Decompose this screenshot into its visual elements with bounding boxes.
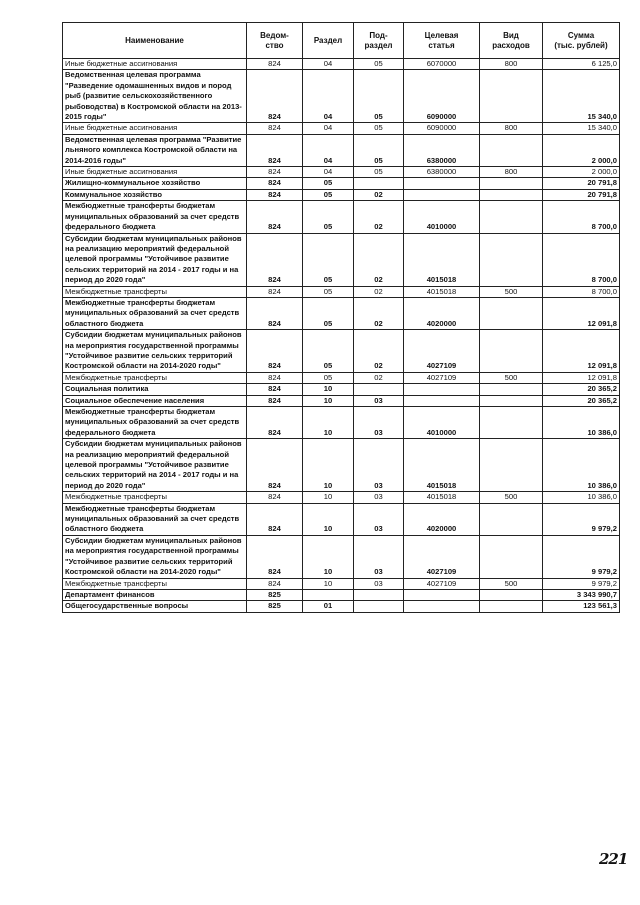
cell-name: Субсидии бюджетам муниципальных районов на мероприятия государственной программы "Устойчивое развитие сельских территорий Костромской области на 2014-2020 годы" [63, 330, 247, 373]
cell-section: 05 [303, 189, 354, 200]
cell-section: 10 [303, 407, 354, 439]
cell-dept: 824 [247, 201, 303, 233]
cell-dept: 824 [247, 189, 303, 200]
table-row [63, 492, 620, 503]
table-row [63, 395, 620, 406]
cell-type [480, 297, 543, 329]
cell-sum: 20 791,8 [543, 189, 620, 200]
table-row [63, 286, 620, 297]
cell-dept: 824 [247, 233, 303, 286]
cell-type [480, 589, 543, 600]
cell-dept: 824 [247, 492, 303, 503]
cell-subsection: 03 [354, 578, 404, 589]
cell-sum: 8 700,0 [543, 286, 620, 297]
cell-subsection: 03 [354, 439, 404, 492]
cell-name: Межбюджетные трансферты бюджетам муниципальных образований за счет средств областного бюджета [63, 297, 247, 329]
cell-subsection: 02 [354, 201, 404, 233]
cell-sum: 15 340,0 [543, 70, 620, 123]
cell-subsection: 03 [354, 535, 404, 578]
cell-target: 4020000 [404, 503, 480, 535]
cell-target [404, 589, 480, 600]
cell-subsection [354, 178, 404, 189]
cell-section: 10 [303, 535, 354, 578]
cell-name: Иные бюджетные ассигнования [63, 59, 247, 70]
cell-sum: 20 791,8 [543, 178, 620, 189]
cell-sum: 12 091,8 [543, 297, 620, 329]
cell-type [480, 407, 543, 439]
cell-target [404, 189, 480, 200]
cell-type [480, 395, 543, 406]
cell-dept: 825 [247, 589, 303, 600]
cell-target: 4015018 [404, 439, 480, 492]
cell-dept: 824 [247, 503, 303, 535]
cell-name: Департамент финансов [63, 589, 247, 600]
cell-type: 800 [480, 123, 543, 134]
cell-dept: 824 [247, 395, 303, 406]
cell-section: 04 [303, 70, 354, 123]
cell-dept: 824 [247, 407, 303, 439]
cell-sum: 9 979,2 [543, 503, 620, 535]
cell-subsection: 03 [354, 503, 404, 535]
cell-sum: 6 125,0 [543, 59, 620, 70]
table-row [63, 189, 620, 200]
cell-target: 4010000 [404, 201, 480, 233]
cell-section: 10 [303, 384, 354, 395]
cell-sum: 20 365,2 [543, 384, 620, 395]
table-row [63, 589, 620, 600]
table-row [63, 70, 620, 123]
cell-subsection: 05 [354, 59, 404, 70]
cell-sum: 12 091,8 [543, 372, 620, 383]
cell-type: 800 [480, 59, 543, 70]
table-row [63, 601, 620, 612]
cell-type [480, 601, 543, 612]
cell-sum: 15 340,0 [543, 123, 620, 134]
header-target: Целевая статья [404, 23, 480, 59]
cell-sum: 10 386,0 [543, 407, 620, 439]
header-name: Наименование [63, 23, 247, 59]
header-section: Раздел [303, 23, 354, 59]
cell-target: 4027109 [404, 372, 480, 383]
cell-target: 4015018 [404, 286, 480, 297]
cell-sum: 10 386,0 [543, 492, 620, 503]
cell-name: Социальная политика [63, 384, 247, 395]
cell-subsection: 02 [354, 330, 404, 373]
cell-target [404, 178, 480, 189]
cell-subsection: 02 [354, 233, 404, 286]
cell-dept: 825 [247, 601, 303, 612]
cell-section: 10 [303, 503, 354, 535]
cell-type: 500 [480, 372, 543, 383]
cell-dept: 824 [247, 372, 303, 383]
cell-sum: 8 700,0 [543, 233, 620, 286]
cell-type [480, 189, 543, 200]
cell-subsection: 03 [354, 407, 404, 439]
cell-type [480, 330, 543, 373]
cell-type [480, 201, 543, 233]
table-header-row [63, 23, 620, 59]
cell-target: 4020000 [404, 297, 480, 329]
cell-sum: 2 000,0 [543, 167, 620, 178]
header-sum: Сумма (тыс. рублей) [543, 23, 620, 59]
cell-sum: 9 979,2 [543, 535, 620, 578]
cell-subsection: 05 [354, 123, 404, 134]
header-dept: Ведом- ство [247, 23, 303, 59]
cell-target: 4015018 [404, 492, 480, 503]
cell-type [480, 134, 543, 166]
cell-subsection: 03 [354, 492, 404, 503]
cell-name: Межбюджетные трансферты [63, 372, 247, 383]
cell-dept: 824 [247, 330, 303, 373]
cell-dept: 824 [247, 134, 303, 166]
cell-subsection: 05 [354, 134, 404, 166]
table-row [63, 178, 620, 189]
cell-subsection: 05 [354, 70, 404, 123]
cell-name: Ведомственная целевая программа "Разведение одомашненных видов и пород рыб (развитие сельскохозяйственного рыбоводства) в Костромской области на 2013-2015 годы" [63, 70, 247, 123]
cell-dept: 824 [247, 123, 303, 134]
cell-name: Общегосударственные вопросы [63, 601, 247, 612]
cell-type: 800 [480, 167, 543, 178]
cell-sum: 2 000,0 [543, 134, 620, 166]
cell-subsection: 05 [354, 167, 404, 178]
cell-dept: 824 [247, 535, 303, 578]
cell-dept: 824 [247, 384, 303, 395]
cell-sum: 3 343 990,7 [543, 589, 620, 600]
table-row [63, 384, 620, 395]
table-row [63, 201, 620, 233]
cell-type: 500 [480, 578, 543, 589]
cell-dept: 824 [247, 439, 303, 492]
cell-subsection [354, 384, 404, 395]
table-row [63, 578, 620, 589]
cell-section: 01 [303, 601, 354, 612]
cell-sum: 8 700,0 [543, 201, 620, 233]
table-row [63, 167, 620, 178]
cell-target: 6070000 [404, 59, 480, 70]
cell-target: 6090000 [404, 70, 480, 123]
table-row [63, 372, 620, 383]
cell-sum: 123 561,3 [543, 601, 620, 612]
cell-dept: 824 [247, 178, 303, 189]
header-subsection: Под- раздел [354, 23, 404, 59]
cell-name: Коммунальное хозяйство [63, 189, 247, 200]
cell-section: 04 [303, 167, 354, 178]
cell-name: Субсидии бюджетам муниципальных районов на реализацию мероприятий федеральной целевой программы "Устойчивое развитие сельских территорий на 2014 - 2017 годы и на период до 2020 года" [63, 439, 247, 492]
cell-target: 4010000 [404, 407, 480, 439]
cell-sum: 12 091,8 [543, 330, 620, 373]
cell-target: 4027109 [404, 535, 480, 578]
cell-subsection [354, 589, 404, 600]
cell-name: Ведомственная целевая программа "Развитие льняного комплекса Костромской области на 2014-2016 годы" [63, 134, 247, 166]
cell-section [303, 589, 354, 600]
cell-target: 6380000 [404, 167, 480, 178]
cell-name: Иные бюджетные ассигнования [63, 167, 247, 178]
cell-section: 10 [303, 439, 354, 492]
table-row [63, 439, 620, 492]
cell-name: Жилищно-коммунальное хозяйство [63, 178, 247, 189]
cell-type [480, 535, 543, 578]
cell-subsection: 02 [354, 286, 404, 297]
cell-subsection: 02 [354, 297, 404, 329]
cell-name: Межбюджетные трансферты [63, 492, 247, 503]
cell-type: 500 [480, 286, 543, 297]
cell-dept: 824 [247, 59, 303, 70]
table-row [63, 134, 620, 166]
cell-dept: 824 [247, 297, 303, 329]
cell-target: 4027109 [404, 578, 480, 589]
cell-subsection: 03 [354, 395, 404, 406]
cell-section: 04 [303, 123, 354, 134]
cell-subsection: 02 [354, 372, 404, 383]
cell-target [404, 384, 480, 395]
cell-section: 05 [303, 201, 354, 233]
cell-type: 500 [480, 492, 543, 503]
budget-table [62, 22, 620, 613]
cell-section: 04 [303, 59, 354, 70]
table-row [63, 59, 620, 70]
cell-section: 05 [303, 233, 354, 286]
cell-subsection: 02 [354, 189, 404, 200]
cell-name: Субсидии бюджетам муниципальных районов на реализацию мероприятий федеральной целевой программы "Устойчивое развитие сельских территорий на 2014 - 2017 годы и на период до 2020 года" [63, 233, 247, 286]
cell-sum: 9 979,2 [543, 578, 620, 589]
cell-section: 05 [303, 286, 354, 297]
cell-name: Социальное обеспечение населения [63, 395, 247, 406]
cell-type [480, 70, 543, 123]
header-type: Вид расходов [480, 23, 543, 59]
table-row [63, 407, 620, 439]
cell-section: 05 [303, 178, 354, 189]
cell-name: Межбюджетные трансферты [63, 286, 247, 297]
cell-section: 05 [303, 372, 354, 383]
cell-section: 10 [303, 395, 354, 406]
cell-section: 10 [303, 578, 354, 589]
cell-dept: 824 [247, 167, 303, 178]
cell-type [480, 503, 543, 535]
table-row [63, 123, 620, 134]
cell-subsection [354, 601, 404, 612]
cell-target: 6380000 [404, 134, 480, 166]
cell-name: Субсидии бюджетам муниципальных районов на мероприятия государственной программы "Устойчивое развитие сельских территорий Костромской области на 2014-2020 годы" [63, 535, 247, 578]
cell-dept: 824 [247, 70, 303, 123]
cell-type [480, 439, 543, 492]
cell-section: 04 [303, 134, 354, 166]
cell-name: Межбюджетные трансферты бюджетам муниципальных образований за счет средств областного бюджета [63, 503, 247, 535]
cell-dept: 824 [247, 286, 303, 297]
table-row [63, 297, 620, 329]
cell-target: 4027109 [404, 330, 480, 373]
cell-section: 05 [303, 297, 354, 329]
cell-sum: 10 386,0 [543, 439, 620, 492]
table-row [63, 503, 620, 535]
cell-target [404, 601, 480, 612]
cell-name: Межбюджетные трансферты [63, 578, 247, 589]
cell-name: Межбюджетные трансферты бюджетам муниципальных образований за счет средств федерального бюджета [63, 201, 247, 233]
table-row [63, 535, 620, 578]
cell-section: 05 [303, 330, 354, 373]
cell-sum: 20 365,2 [543, 395, 620, 406]
table-row [63, 233, 620, 286]
cell-name: Межбюджетные трансферты бюджетам муниципальных образований за счет средств федерального бюджета [63, 407, 247, 439]
cell-type [480, 233, 543, 286]
page-number: 221 [599, 850, 628, 868]
cell-target: 4015018 [404, 233, 480, 286]
cell-target [404, 395, 480, 406]
cell-target: 6090000 [404, 123, 480, 134]
cell-type [480, 384, 543, 395]
cell-dept: 824 [247, 578, 303, 589]
cell-name: Иные бюджетные ассигнования [63, 123, 247, 134]
table-row [63, 330, 620, 373]
cell-section: 10 [303, 492, 354, 503]
cell-type [480, 178, 543, 189]
